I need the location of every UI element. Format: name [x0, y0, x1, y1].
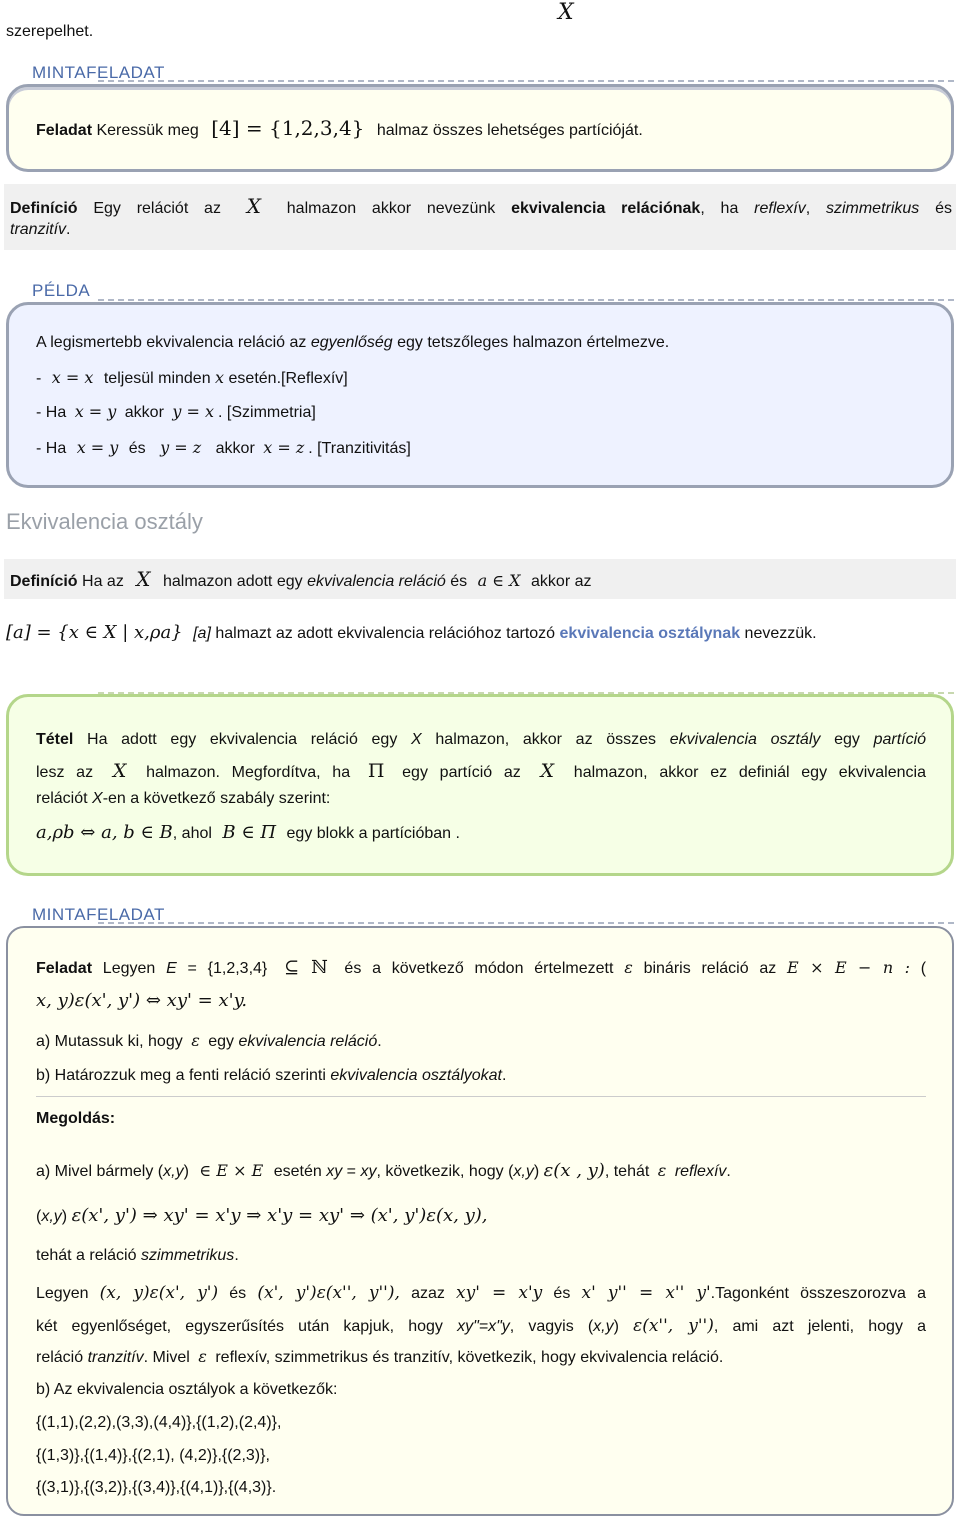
section-heading: Ekvivalencia osztály — [6, 509, 203, 534]
theorem-line3 — [36, 788, 926, 810]
italic-term: partíció — [873, 731, 927, 748]
text: ) — [183, 1163, 189, 1180]
italic-term: reflexív — [674, 1163, 727, 1180]
italic-term: ekvivalencia reláció — [307, 573, 446, 590]
top-text: szerepelhet. — [6, 23, 94, 40]
text: . — [502, 1067, 507, 1084]
italic-term: ekvivalencia osztály — [669, 731, 821, 748]
highlighted-term: ekvivalencia osztálynak — [559, 625, 741, 642]
italic-term: x,y — [41, 1208, 62, 1225]
math-epsilon: ε — [198, 1347, 207, 1366]
section-divider — [98, 299, 954, 301]
italic-term: [a] — [193, 625, 211, 642]
math-expr: ε(x'', y'') — [633, 1316, 714, 1336]
text: relációt — [36, 790, 88, 807]
example-symmetric — [36, 401, 926, 424]
text: halmazon, akkor az összes — [435, 731, 657, 748]
math-expr: ε(x', y') ⇒ xy' = x'y ⇒ x'y = xy' ⇒ (x', y')ε(x, y), — [71, 1205, 488, 1226]
theorem-line2 — [36, 760, 926, 784]
theorem-line1 — [36, 729, 926, 751]
task2-a — [36, 1030, 926, 1053]
math-expr: (x, y)ε(x', y') — [99, 1283, 219, 1303]
math-x: X — [136, 567, 151, 591]
text: . — [726, 1163, 731, 1180]
math-expr: y = z — [160, 438, 202, 457]
math-expr: [a] = {x ∈ X | x,ρa} — [6, 622, 183, 643]
example-box — [6, 302, 954, 488]
text: -en a következő szabály szerint: — [102, 790, 331, 807]
text: akkor az — [531, 573, 592, 590]
text: és a következő módon értelmezett — [344, 960, 614, 977]
text: , következik, hogy ( — [376, 1163, 514, 1180]
text: esetén.[Reflexív] — [228, 370, 348, 387]
text: .Tagonként összeszorozva a — [710, 1285, 926, 1302]
italic-term: x,y — [163, 1163, 184, 1180]
classes-line-2: {(1,3)},{(1,4)},{(2,1), (4,2)},{(2,3)}, — [36, 1447, 270, 1464]
math-epsilon: ε — [191, 1031, 200, 1050]
italic-term: ekvivalencia osztályokat — [330, 1067, 502, 1084]
section-label-mintafeladat: MINTAFELADAT — [32, 905, 165, 924]
text: , tehát — [604, 1163, 650, 1180]
task-label: Feladat — [36, 960, 93, 977]
section-divider — [98, 80, 954, 82]
text: akkor — [215, 440, 255, 457]
task1-line — [36, 117, 926, 142]
text: nevezzük. — [744, 625, 817, 642]
def1-line1 — [10, 195, 952, 220]
definition-label: Definíció — [10, 200, 78, 217]
math-expr: a,ρb ⇔ a, b ∈ B — [36, 822, 173, 843]
section-label-mintafeladat: MINTAFELADAT — [32, 63, 165, 82]
text: a) Mivel bármely ( — [36, 1163, 164, 1180]
text: . — [377, 1033, 382, 1050]
text: lesz az — [36, 764, 94, 781]
math-x: X — [112, 760, 127, 782]
solution-conclusion — [36, 1346, 926, 1369]
text: halmazt az adott ekvivalencia relációhoz tartozó — [215, 625, 556, 642]
text: reláció — [36, 1349, 84, 1366]
solution-transitive-2 — [36, 1315, 926, 1338]
text: . — [234, 1247, 239, 1264]
text: egy blokk a partícióban . — [286, 825, 460, 842]
example-intro — [36, 332, 926, 354]
text: ) — [61, 1208, 68, 1225]
math-set: [4] = {1,2,3,4} — [211, 116, 365, 140]
italic-term: x,y — [593, 1318, 614, 1335]
text: . — [66, 221, 71, 238]
math-pi: Π — [367, 760, 385, 782]
math-expr: xy' = x'y — [456, 1283, 543, 1303]
text: esetén — [273, 1163, 322, 1180]
math-expr: B ∈ Π — [222, 822, 277, 843]
bold-term: ekvivalencia relációnak — [511, 200, 701, 217]
text: akkor — [124, 404, 164, 421]
text: ) — [613, 1318, 619, 1335]
text: és — [935, 200, 952, 217]
math-epsilon: ε — [657, 1161, 667, 1180]
text: = {1,2,3,4} — [187, 960, 268, 977]
solution-b-heading: b) Az ekvivalencia osztályok a következők: — [36, 1381, 338, 1398]
math-x: X — [558, 0, 574, 25]
task2-line2 — [36, 990, 926, 1013]
text: egy tetszőleges halmazon értelmezve. — [397, 334, 670, 351]
italic-term: reflexív — [754, 200, 806, 217]
italic-term: E — [166, 960, 177, 977]
text: Ha az — [82, 573, 124, 590]
text: reflexív, szimmetrikus és tranzitív, következik, hogy ekvivalencia reláció. — [215, 1349, 724, 1366]
text: . [Szimmetria] — [218, 404, 316, 421]
definition-label: Definíció — [10, 573, 78, 590]
math-expr: x' y'' = x'' y' — [581, 1283, 711, 1303]
text: b) Határozzuk meg a fenti reláció szerinti — [36, 1067, 326, 1084]
solution-symmetric-expr — [36, 1205, 926, 1228]
italic-term: xy"=x"y — [457, 1318, 510, 1335]
italic-term: ekvivalencia reláció — [238, 1033, 378, 1050]
text: és — [229, 1285, 247, 1302]
text: halmazon adott egy — [162, 573, 303, 590]
math-expr: a ∈ X — [477, 571, 521, 590]
task-text: Keressük meg — [96, 122, 199, 139]
text: Legyen — [102, 960, 156, 977]
text: Egy relációt az — [93, 200, 221, 217]
example-reflexive — [36, 367, 926, 390]
task2-line1 — [36, 957, 926, 980]
def2-line1 — [10, 568, 592, 593]
text: azaz — [411, 1285, 445, 1302]
text: bináris reláció az — [643, 960, 777, 977]
text: teljesül minden — [103, 370, 211, 387]
text: egy — [208, 1033, 235, 1050]
text: , — [805, 200, 811, 217]
section-label-pelda: PÉLDA — [32, 281, 91, 300]
math-expr: E × E − n : — [787, 958, 910, 977]
text: - — [36, 370, 42, 387]
classes-line-3: {(3,1)},{(3,2)},{(3,4)},{(4,1)},{(4,3)}. — [36, 1479, 277, 1496]
solution-transitive-1 — [36, 1282, 926, 1305]
classes-line-1: {(1,1),(2,2),(3,3),(4,4)},{(1,2),(2,4)}, — [36, 1414, 282, 1431]
divider — [36, 1096, 926, 1097]
math-expr: y = x — [172, 402, 214, 421]
math-expr: x = z — [263, 438, 305, 457]
text: A legismertebb ekvivalencia reláció az — [36, 334, 307, 351]
solution-symmetric — [36, 1245, 926, 1267]
text: Legyen — [36, 1285, 89, 1302]
text: , ha — [700, 200, 739, 217]
text: egy partíció az — [402, 764, 521, 781]
text: . Mivel — [143, 1349, 190, 1366]
text: ( — [36, 1208, 42, 1225]
math-expr: (x', y')ε(x'', y''), — [257, 1283, 400, 1303]
math-expr: x — [215, 368, 225, 387]
theorem-label: Tétel — [36, 731, 74, 748]
math-expr: ∈ E × E — [199, 1161, 264, 1180]
theorem-line4 — [36, 822, 926, 845]
math-x: X — [540, 760, 555, 782]
math-expr: x = x — [51, 368, 94, 387]
italic-term: tranzitív — [10, 221, 67, 238]
text: egy — [834, 731, 860, 748]
text: . [Tranzitivitás] — [308, 440, 411, 457]
math-epsilon: ε — [624, 958, 633, 977]
task2-b — [36, 1065, 926, 1087]
text: ( — [920, 960, 927, 977]
italic-term: tranzitív — [87, 1349, 144, 1366]
text: - Ha — [36, 404, 67, 421]
text: a) Mutassuk ki, hogy — [36, 1033, 183, 1050]
italic-term: X — [92, 790, 103, 807]
math-expr: x = y — [74, 402, 117, 421]
text: két egyenlőséget, egyszerűsítés után kapjuk, hogy — [36, 1318, 443, 1335]
italic-term: xy — [360, 1163, 377, 1180]
text: = — [346, 1163, 356, 1180]
solution-heading: Megoldás: — [36, 1110, 116, 1127]
italic-term: szimmetrikus — [140, 1247, 235, 1264]
text: halmazon, akkor ez definiál egy ekvivalencia — [573, 764, 926, 781]
italic-term: szimmetrikus — [825, 200, 920, 217]
text: Ha adott egy ekvivalencia reláció egy — [87, 731, 398, 748]
text: tehát a reláció — [36, 1247, 137, 1264]
solution-label — [36, 1108, 926, 1130]
italic-term: egyenlőség — [310, 334, 393, 351]
text: halmazon akkor nevezünk — [286, 200, 496, 217]
text: és — [450, 573, 468, 590]
def1-line2 — [10, 221, 70, 239]
text: , vagyis ( — [509, 1318, 594, 1335]
math-expr: x, y)ε(x', y') ⇔ xy' = x'y. — [36, 990, 248, 1011]
text: , ami azt jelenti, hogy a — [713, 1318, 926, 1335]
def2-line2 — [6, 621, 817, 646]
solution-reflexive — [36, 1160, 926, 1183]
text: , ahol — [172, 825, 212, 842]
math-expr: x = y — [76, 438, 119, 457]
math-expr: ε(x , y) — [543, 1160, 605, 1181]
text: és — [553, 1285, 571, 1302]
task-text: halmaz összes lehetséges partícióját. — [376, 122, 643, 139]
text: - Ha — [36, 440, 67, 457]
task-label: Feladat — [36, 122, 93, 139]
text: ) — [533, 1163, 540, 1180]
math-x: X — [246, 194, 261, 218]
text: és — [128, 440, 146, 457]
example-transitive — [36, 437, 926, 460]
theorem-box — [6, 694, 954, 876]
italic-term: xy — [326, 1163, 343, 1180]
text: halmazon. Megfordítva, ha — [146, 764, 351, 781]
italic-term: x,y — [513, 1163, 534, 1180]
italic-term: X — [411, 731, 422, 748]
math-expr: ⊆ ℕ — [284, 957, 328, 978]
section-divider — [98, 922, 954, 924]
